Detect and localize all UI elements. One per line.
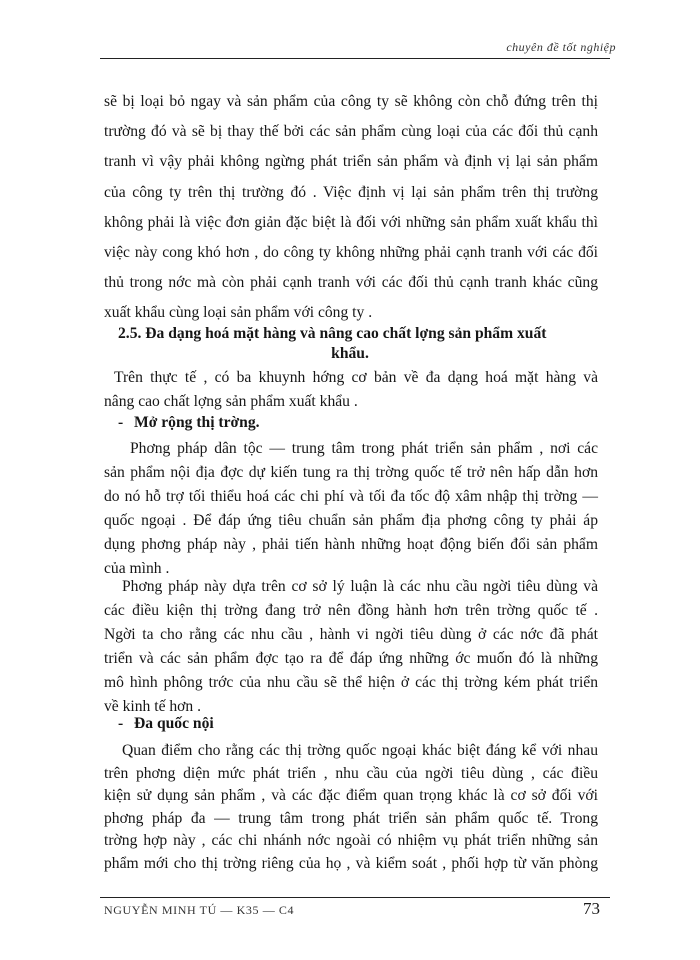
text-line: trường đó và sẽ bị thay thế bởi các sản phẩm cùng loại của các đối thủ cạnh	[104, 123, 598, 141]
text-line: Phơng pháp này dựa trên cơ sở lý luận là các nhu cầu ngời tiêu dùng và	[122, 578, 598, 595]
header-rule	[100, 58, 610, 59]
section-heading-line-2: khẩu.	[331, 345, 369, 362]
footer-author: NGUYỄN MINH TÚ — K35 — C4	[104, 903, 295, 917]
text-line: của mình .	[104, 560, 170, 577]
text-line: tranh vì vậy phải không ngừng phát triển sản phẩm và định vị lại sản phẩm	[104, 153, 598, 171]
text-line: không phải là việc đơn giản đặc biệt là đối với những sản phẩm xuất khẩu thì	[104, 213, 598, 231]
text-line: xuất khẩu cùng loại sản phẩm với công ty .	[104, 304, 373, 322]
text-line: sẽ bị loại bỏ ngay và sản phẩm của công ty sẽ không còn chỗ đứng trên thị	[104, 93, 598, 110]
bullet-marker: -	[118, 414, 124, 431]
section-heading-line-1: 2.5. Đa dạng hoá mặt hàng và nâng cao chất lợng sản phẩm xuất	[118, 325, 547, 342]
page-number: 73	[583, 899, 600, 918]
text-line: nâng cao chất lợng sản phẩm xuất khẩu .	[104, 393, 358, 410]
text-line: Quan điểm cho rằng các thị trờng quốc ngoại khác biệt đáng kể với nhau	[122, 742, 598, 759]
text-line: kiện sử dụng sản phẩm , và các đặc điểm quan trọng khác là cơ sở đối với	[104, 787, 598, 804]
text-line: Ngời ta cho rằng các nhu cầu , hành vi ngời tiêu dùng ở các nớc đã phát	[104, 626, 598, 643]
text-line: trờng hợp này , các chi nhánh nớc ngoài có nhiệm vụ phát triển những sản	[104, 832, 598, 849]
footer-rule	[100, 897, 610, 898]
text-line: phơng pháp đa — trung tâm trong phát triển sản phẩm quốc tế. Trong	[104, 809, 598, 827]
text-line: trên phơng diện mức phát triển , nhu cầu của ngời tiêu dùng , các điều	[104, 764, 598, 782]
bullet-marker: -	[118, 715, 124, 732]
bullet-label: Mở rộng thị trờng.	[134, 414, 260, 431]
text-line: về kinh tế hơn .	[104, 698, 202, 715]
text-line: phẩm mới cho thị trờng riêng của họ , và kiểm soát , phối hợp từ văn phòng	[104, 854, 598, 872]
text-line: mô hình phông trớc của nhu cầu sẽ thể hiện ở các thị trờng kém phát triển	[104, 674, 598, 691]
text-line: việc này cong khó hơn , do công ty không những phải cạnh tranh với các đối	[104, 244, 598, 261]
text-line: các điều kiện thị trờng đang trở nên đồng hành hơn trên trờng quốc tế .	[104, 602, 598, 619]
text-line: sản phẩm nội địa đợc dự kiến tung ra thị trờng quốc tế trở nên hấp dẫn hơn	[104, 464, 598, 481]
text-line: triển và các sản phẩm đợc tạo ra để đáp ứng những ớc muốn đó là những	[104, 650, 598, 667]
text-line: của công ty trên thị trường đó . Việc định vị lại sản phẩm trên thị trường	[104, 183, 598, 201]
text-line: thủ trong nớc mà còn phải cạnh tranh với các đối thủ cạnh tranh khác cũng	[104, 274, 598, 292]
text-line: Trên thực tế , có ba khuynh hớng cơ bản về đa dạng hoá mặt hàng và	[114, 369, 598, 386]
text-line: Phơng pháp dân tộc — trung tâm trong phát triển sản phẩm , nơi các	[130, 440, 598, 457]
text-line: do nó hỗ trợ tối thiểu hoá các chi phí và tối đa tốc độ xâm nhập thị trờng —	[104, 488, 598, 505]
text-line: quốc ngoại . Để đáp ứng tiêu chuẩn sản phẩm địa phơng công ty phải áp	[104, 512, 598, 529]
running-header: chuyên đề tốt nghiệp	[506, 40, 616, 54]
bullet-label: Đa quốc nội	[134, 715, 214, 732]
text-line: dụng phơng pháp này , phải tiến hành những hoạt động biến đổi sản phẩm	[104, 536, 598, 553]
